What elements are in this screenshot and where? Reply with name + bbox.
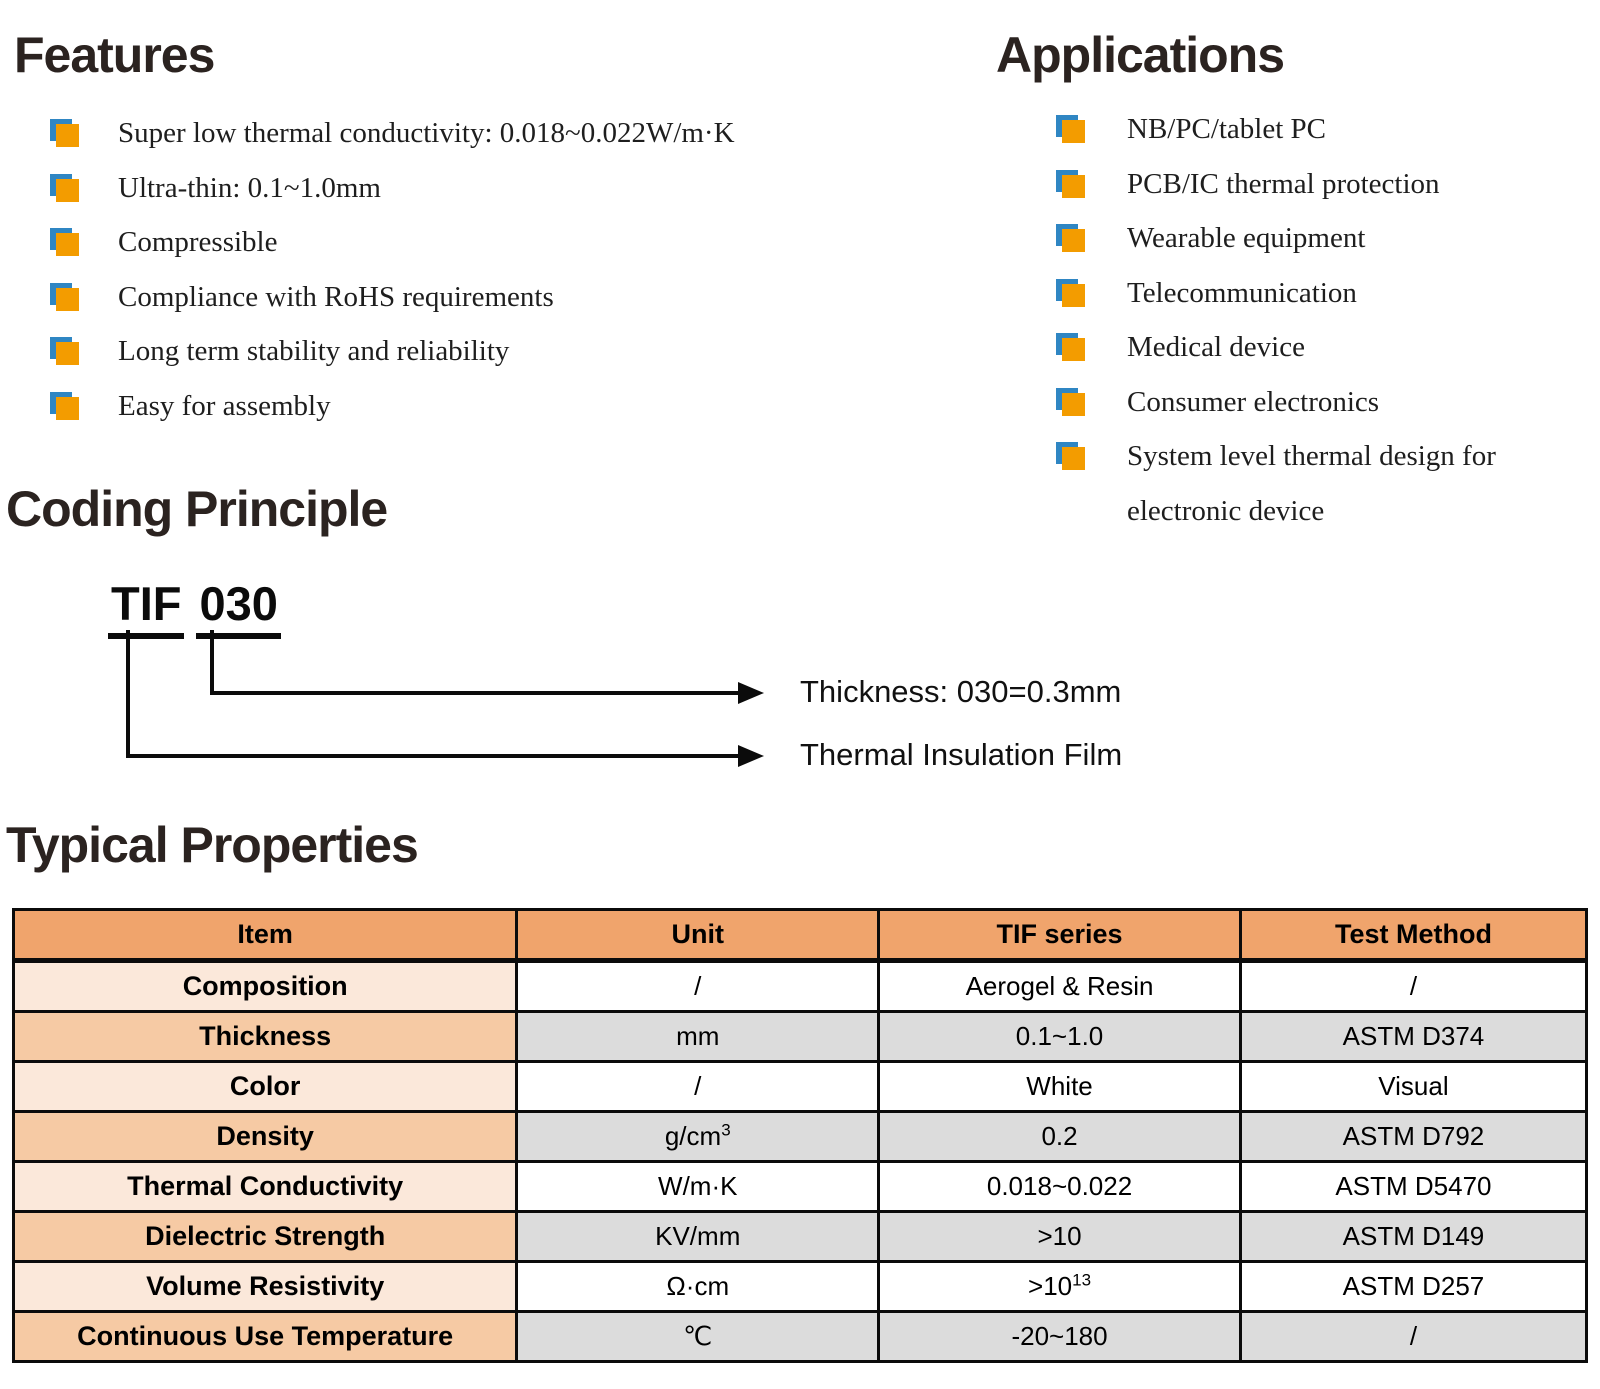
bullet-icon <box>1056 388 1085 417</box>
code-suffix: 030 <box>196 576 280 639</box>
features-title: Features <box>14 27 215 83</box>
table-cell: Aerogel & Resin <box>879 961 1241 1012</box>
table-cell: ASTM D257 <box>1240 1262 1586 1312</box>
features-list <box>50 106 735 433</box>
bullet-icon <box>1056 333 1085 362</box>
application-item-text: System level thermal design for electronic device <box>1127 440 1496 527</box>
column-header: Test Method <box>1240 910 1586 961</box>
feature-item-text: Long term stability and reliability <box>118 335 510 367</box>
bullet-icon <box>1056 279 1085 308</box>
arrow-right-icon <box>738 682 764 704</box>
connector-line-thickness-horizontal <box>210 691 740 695</box>
application-item-text: Wearable equipment <box>1127 222 1366 254</box>
table-cell: Visual <box>1240 1062 1586 1112</box>
application-item-text: PCB/IC thermal protection <box>1127 167 1440 200</box>
table-cell: -20~180 <box>879 1312 1241 1362</box>
table-cell: / <box>517 1062 879 1112</box>
application-item <box>1056 102 1496 157</box>
feature-item <box>50 324 735 379</box>
application-item <box>1056 211 1496 266</box>
connector-line-film <box>126 630 130 758</box>
table-header-row <box>14 910 1587 961</box>
table-row <box>14 1262 1587 1312</box>
application-item-text: Telecommunication <box>1127 276 1357 309</box>
table-row <box>14 961 1587 1012</box>
table-cell: Composition <box>14 961 517 1012</box>
bullet-icon <box>50 119 79 148</box>
feature-item-text: Ultra-thin: 0.1~1.0mm <box>118 171 381 204</box>
bullet-icon <box>50 337 79 366</box>
table-cell: mm <box>517 1012 879 1062</box>
applications-title: Applications <box>996 27 1285 83</box>
applications-list <box>1056 102 1496 538</box>
table-row <box>14 1312 1587 1362</box>
application-item <box>1056 429 1496 538</box>
table-cell: Thickness <box>14 1012 517 1062</box>
properties-table <box>12 908 1588 1363</box>
feature-item-text: Compliance with RoHS requirements <box>118 280 554 313</box>
table-cell: >10 <box>879 1212 1241 1262</box>
bullet-icon <box>50 174 79 203</box>
column-header: Unit <box>517 910 879 961</box>
table-cell: $>10^{13}$ <box>879 1262 1241 1312</box>
table-cell: Density <box>14 1112 517 1162</box>
properties-table-body <box>14 961 1587 1362</box>
application-item <box>1056 375 1496 430</box>
table-cell: ASTM D374 <box>1240 1012 1586 1062</box>
feature-item-text: Super low thermal conductivity: 0.018~0.022W/m·K <box>118 117 735 149</box>
bullet-icon <box>50 392 79 421</box>
bullet-icon <box>1056 224 1085 253</box>
table-cell: Continuous Use Temperature <box>14 1312 517 1362</box>
table-cell: KV/mm <box>517 1212 879 1262</box>
table-cell: / <box>1240 961 1586 1012</box>
bullet-icon <box>1056 170 1085 199</box>
code-callout-film: Thermal Insulation Film <box>800 737 1123 772</box>
table-cell: / <box>1240 1312 1586 1362</box>
bullet-icon <box>1056 442 1085 471</box>
table-row <box>14 1212 1587 1262</box>
table-cell: 0.2 <box>879 1112 1241 1162</box>
column-header: TIF series <box>879 910 1241 961</box>
code-prefix: TIF <box>108 576 184 639</box>
coding-principle-title: Coding Principle <box>6 481 388 537</box>
table-cell: 0.1~1.0 <box>879 1012 1241 1062</box>
table-cell: $g/cm^3$ <box>517 1112 879 1162</box>
table-cell: ASTM D5470 <box>1240 1162 1586 1212</box>
table-cell: Thermal Conductivity <box>14 1162 517 1212</box>
product-code <box>108 576 281 639</box>
code-callout-thickness: Thickness: 030=0.3mm <box>800 674 1122 709</box>
feature-item-text: Easy for assembly <box>118 389 331 422</box>
table-row <box>14 1112 1587 1162</box>
table-cell: Color <box>14 1062 517 1112</box>
typical-properties-title: Typical Properties <box>6 817 418 873</box>
table-cell: ASTM D149 <box>1240 1212 1586 1262</box>
feature-item <box>50 270 735 325</box>
bullet-icon <box>50 228 79 257</box>
feature-item <box>50 379 735 434</box>
table-cell: ℃ <box>517 1312 879 1362</box>
table-cell: Volume Resistivity <box>14 1262 517 1312</box>
feature-item <box>50 215 735 270</box>
column-header: Item <box>14 910 517 961</box>
table-cell: Dielectric Strength <box>14 1212 517 1262</box>
connector-line-thickness <box>210 630 214 695</box>
table-row <box>14 1162 1587 1212</box>
table-cell: 0.018~0.022 <box>879 1162 1241 1212</box>
feature-item <box>50 161 735 216</box>
table-cell: White <box>879 1062 1241 1112</box>
table-cell: / <box>517 961 879 1012</box>
table-cell: ASTM D792 <box>1240 1112 1586 1162</box>
table-cell: Ω·cm <box>517 1262 879 1312</box>
table-cell: W/m·K <box>517 1162 879 1212</box>
application-item <box>1056 266 1496 321</box>
table-row <box>14 1062 1587 1112</box>
arrow-right-icon <box>738 745 764 767</box>
feature-item-text: Compressible <box>118 226 278 258</box>
application-item <box>1056 320 1496 375</box>
application-item-text: Medical device <box>1127 331 1305 363</box>
table-row <box>14 1012 1587 1062</box>
application-item-text: Consumer electronics <box>1127 385 1380 418</box>
bullet-icon <box>50 283 79 312</box>
application-item <box>1056 157 1496 212</box>
application-item-text: NB/PC/tablet PC <box>1127 113 1327 145</box>
feature-item <box>50 106 735 161</box>
bullet-icon <box>1056 115 1085 144</box>
connector-line-film-horizontal <box>126 754 740 758</box>
